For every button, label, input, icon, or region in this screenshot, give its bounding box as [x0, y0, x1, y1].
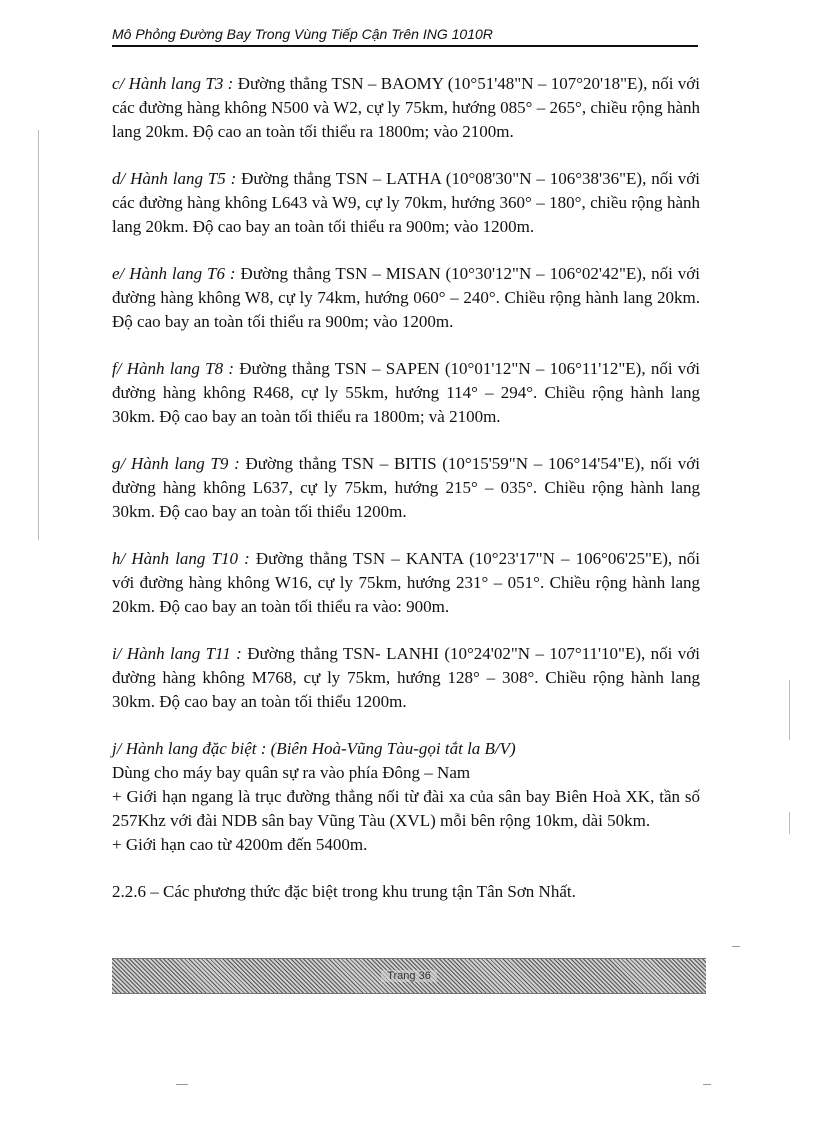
- special-corridor-usage: Dùng cho máy bay quân sự ra vào phía Đông – Nam: [112, 763, 471, 782]
- margin-line: [789, 812, 790, 834]
- special-corridor-heading: j/ Hành lang đặc biệt : (Biên Hoà-Vũng Tàu-gọi tắt la B/V): [112, 739, 516, 758]
- document-body: [112, 72, 700, 904]
- paragraph-t8: f/ Hành lang T8 : Đường thẳng TSN – SAPEN (10°01'12"N – 106°11'12"E), nối với đường hàng không R468, cự ly 55km, hướng 114° – 294°. Chiều rộng hành lang 30km. Độ cao bay an toàn tối thiểu ra 1800m; và 2100m.: [112, 359, 700, 426]
- special-corridor-horizontal-limit: + Giới hạn ngang là trục đường thẳng nối từ đài xa của sân bay Biên Hoà XK, tần số 257Khz với đài NDB sân bay Vũng Tàu (XVL) mỗi bên rộng 10km, dài 50km.: [112, 787, 700, 830]
- special-corridor-vertical-limit: + Giới hạn cao từ 4200m đến 5400m.: [112, 835, 368, 854]
- paragraph-t3: c/ Hành lang T3 : Đường thẳng TSN – BAOMY (10°51'48"N – 107°20'18"E), nối với các đường hàng không N500 và W2, cự ly 75km, hướng 085° – 265°, chiều rộng hành lang 20km. Độ cao an toàn tối thiểu ra 1800m; vào 2100m.: [112, 74, 701, 141]
- paragraph-t9: g/ Hành lang T9 : Đường thẳng TSN – BITIS (10°15'59"N – 106°14'54"E), nối với đường hàng không L637, cự ly 75km, hướng 215° – 035°. Chiều rộng hành lang 30km. Độ cao bay an toàn tối thiểu 1200m.: [112, 454, 700, 521]
- page-number: Trang 36: [381, 970, 437, 982]
- page-header: Mô Phỏng Đường Bay Trong Vùng Tiếp Cận Trên ING 1010R: [112, 26, 698, 47]
- scan-mark: [732, 946, 740, 947]
- paragraph-t6: e/ Hành lang T6 : Đường thẳng TSN – MISAN (10°30'12"N – 106°02'42"E), nối với đường hàng không W8, cự ly 74km, hướng 060° – 240°. Chiều rộng hành lang 20km. Độ cao bay an toàn tối thiểu ra 900m; vào 1200m.: [112, 264, 700, 331]
- scan-mark: [176, 1084, 188, 1085]
- margin-line: [38, 130, 39, 540]
- footer-bar: [112, 958, 706, 994]
- margin-line: [789, 680, 790, 740]
- scan-mark: [703, 1084, 711, 1085]
- paragraph-t11: i/ Hành lang T11 : Đường thẳng TSN- LANHI (10°24'02"N – 107°11'10"E), nối với đường hàng không M768, cự ly 75km, hướng 128° – 308°. Chiều rộng hành lang 30km. Độ cao bay an toàn tối thiểu 1200m.: [112, 644, 700, 711]
- section-heading: 2.2.6 – Các phương thức đặc biệt trong khu trung tận Tân Sơn Nhất.: [112, 882, 576, 901]
- paragraph-t5: d/ Hành lang T5 : Đường thẳng TSN – LATHA (10°08'30"N – 106°38'36"E), nối với các đường hàng không L643 và W9, cự ly 70km, hướng 360° – 180°, chiều rộng hành lang 20km. Độ cao bay an toàn tối thiểu ra 900m; vào 1200m.: [112, 169, 700, 236]
- paragraph-t10: h/ Hành lang T10 : Đường thẳng TSN – KANTA (10°23'17"N – 106°06'25"E), nối với đường hàng không W16, cự ly 75km, hướng 231° – 051°. Chiều rộng hành lang 20km. Độ cao bay an toàn tối thiểu ra vào: 900m.: [112, 549, 701, 616]
